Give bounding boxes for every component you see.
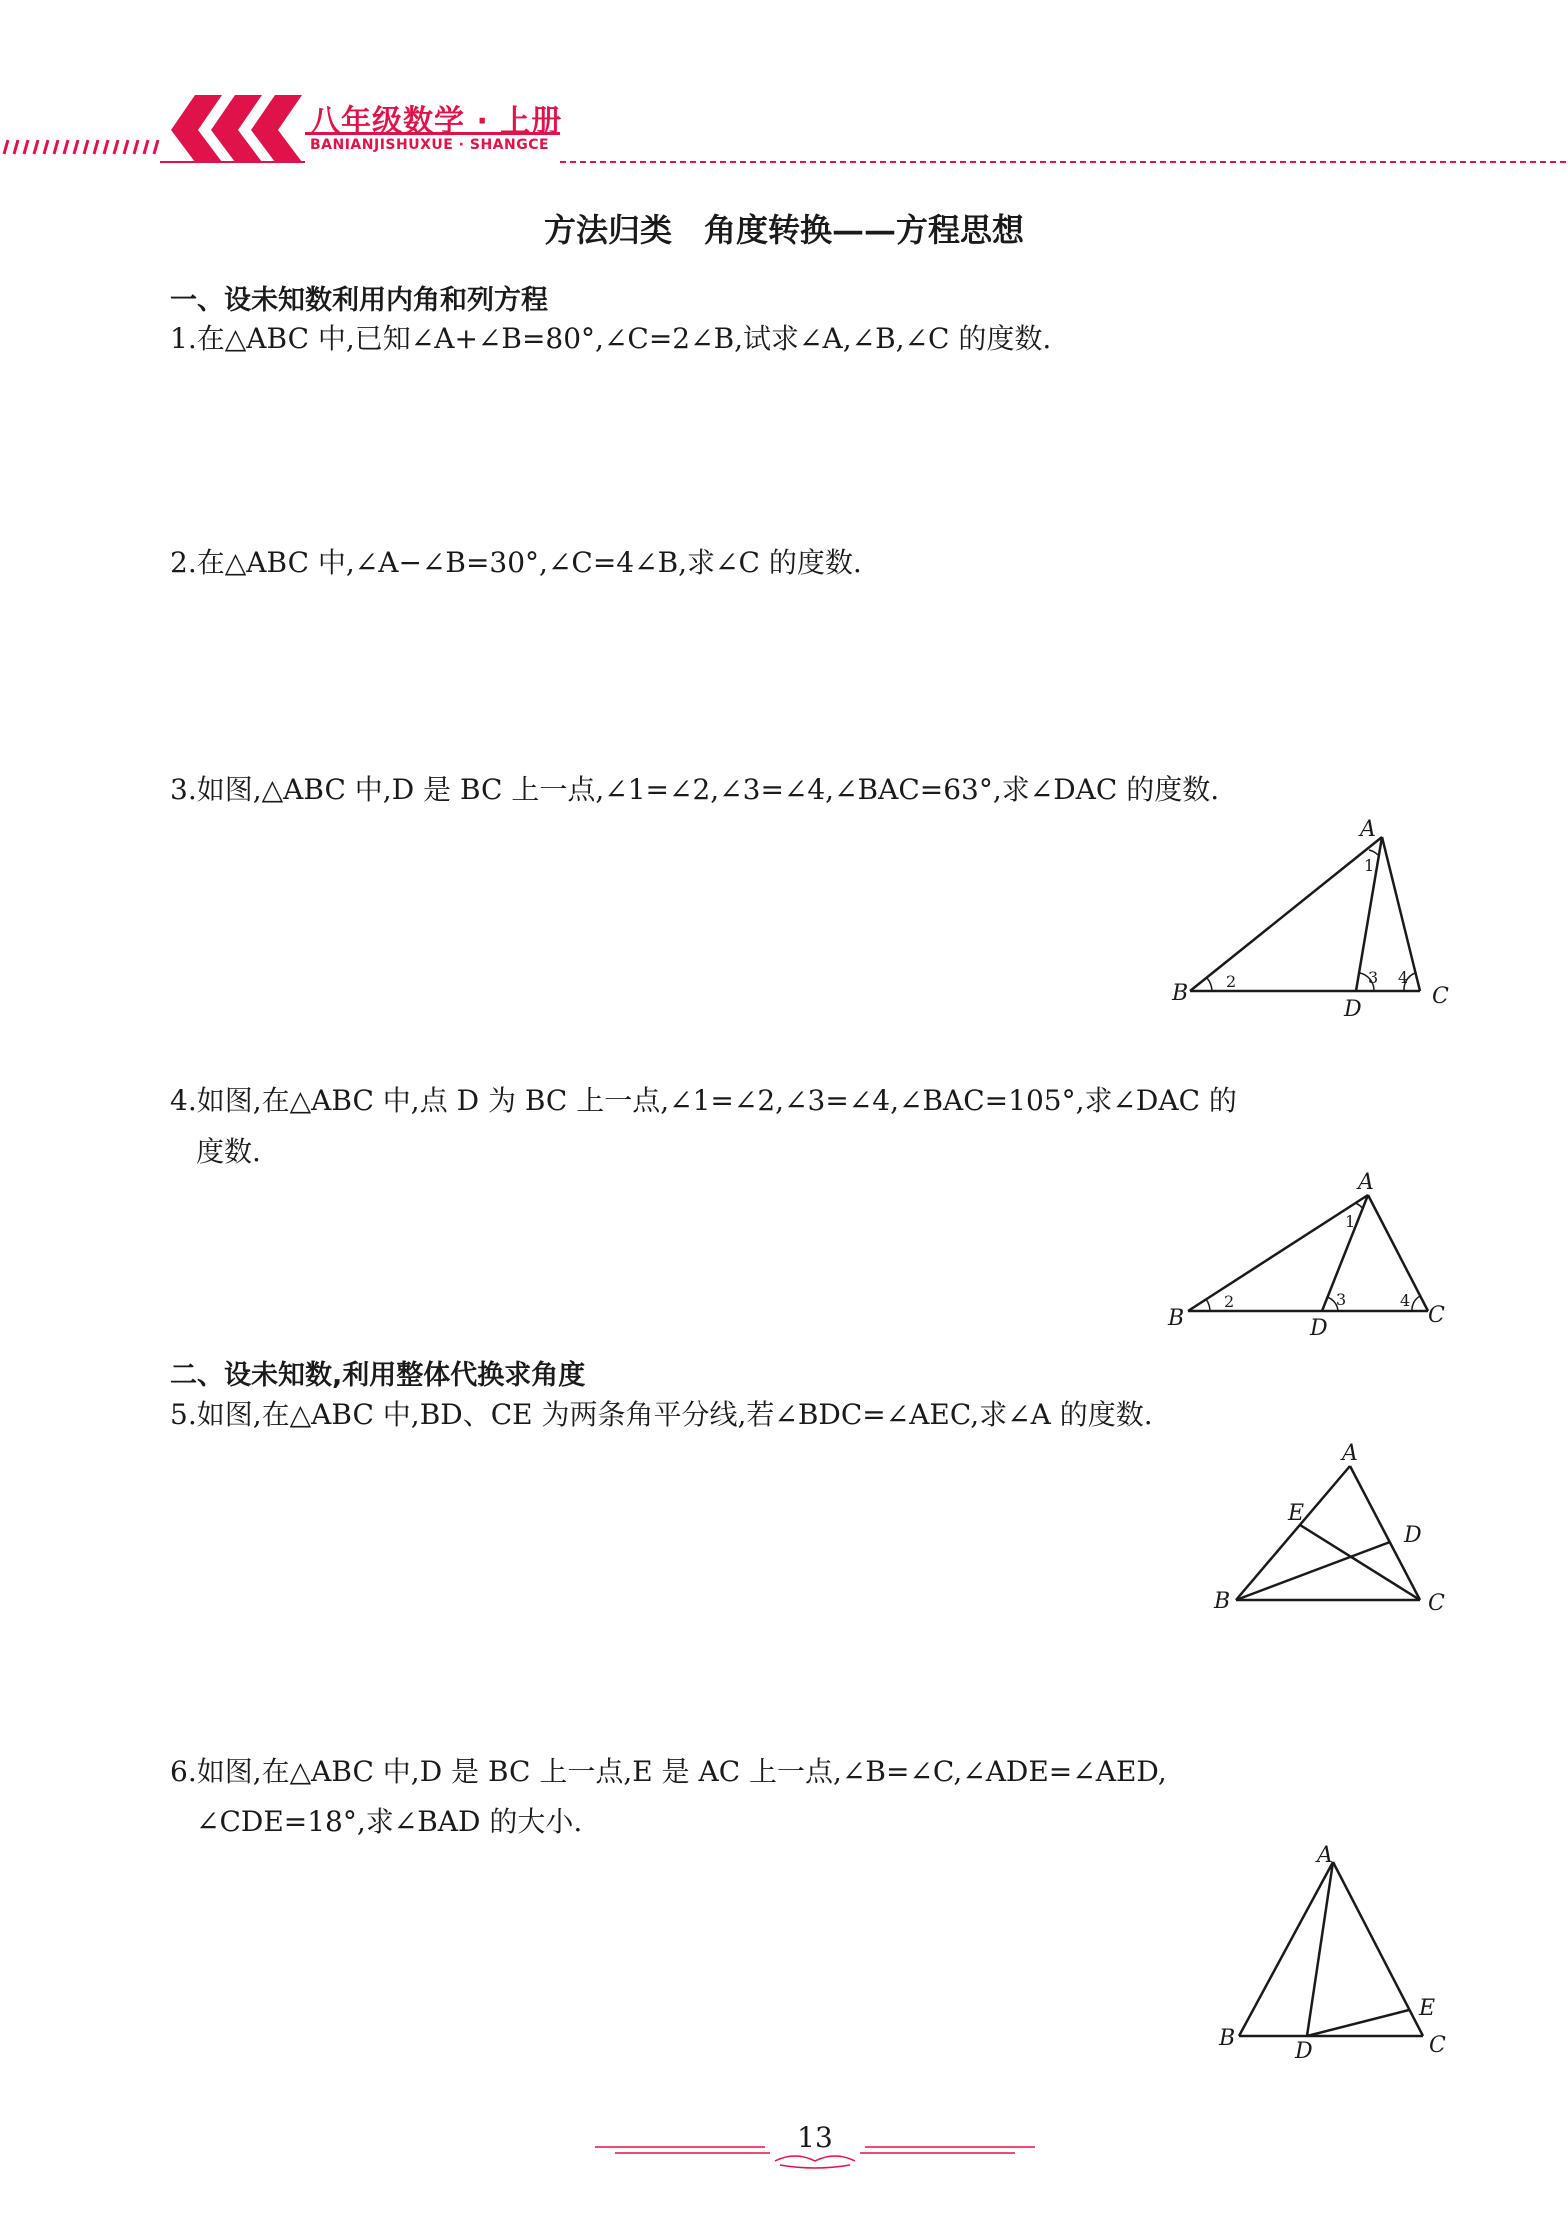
fig4-angle-3: 3 [1336, 1290, 1347, 1309]
page-title: 方法归类 角度转换——方程思想 [543, 211, 1024, 249]
question-1: 1.在△ABC 中,已知∠A+∠B=80°,∠C=2∠B,试求∠A,∠B,∠C 的度数. [170, 322, 1052, 355]
fig3-label-D: D [1344, 997, 1362, 1022]
fig4-label-C: C [1428, 1303, 1445, 1328]
fig5-label-A: A [1342, 1441, 1358, 1466]
fig6-label-D: D [1295, 2039, 1313, 2064]
fig3-angle-1: 1 [1364, 856, 1375, 875]
fig6-label-B: B [1219, 2026, 1236, 2051]
fig4-label-B: B [1168, 1306, 1185, 1331]
section-heading-1: 一、设未知数利用内角和列方程 [170, 285, 548, 316]
section-heading-2: 二、设未知数,利用整体代换求角度 [170, 1360, 586, 1391]
question-4-line-1: 4.如图,在△ABC 中,点 D 为 BC 上一点,∠1=∠2,∠3=∠4,∠BAC=105°,求∠DAC 的 [170, 1084, 1237, 1117]
fig5-label-E: E [1288, 1501, 1305, 1526]
fig3-label-C: C [1432, 984, 1449, 1009]
fig4-label-D: D [1310, 1316, 1328, 1340]
fig4-label-A: A [1358, 1170, 1374, 1195]
fig4-angle-2: 2 [1224, 1292, 1235, 1311]
figure-q6 [1205, 1840, 1465, 2065]
question-3: 3.如图,△ABC 中,D 是 BC 上一点,∠1=∠2,∠3=∠4,∠BAC=63°,求∠DAC 的度数. [170, 773, 1220, 806]
question-6-line-1: 6.如图,在△ABC 中,D 是 BC 上一点,E 是 AC 上一点,∠B=∠C,∠ADE=∠AED, [170, 1755, 1167, 1788]
page-footer [595, 2121, 1035, 2175]
fig5-label-B: B [1214, 1589, 1231, 1614]
page-number: 13 [797, 2121, 833, 2154]
fig5-label-D: D [1404, 1523, 1422, 1548]
fig3-angle-3: 3 [1368, 968, 1379, 987]
figure-q3 [1160, 815, 1460, 1030]
figure-q5 [1200, 1440, 1460, 1625]
fig6-label-A: A [1317, 1843, 1333, 1868]
fig3-label-A: A [1360, 817, 1376, 842]
header-subtitle: BANIANJISHUXUE · SHANGCE [310, 137, 550, 153]
fig3-label-B: B [1172, 981, 1189, 1006]
page-header [0, 90, 1568, 170]
fig4-angle-1: 1 [1345, 1212, 1356, 1231]
fig3-angle-2: 2 [1226, 972, 1237, 991]
header-chevron-logo [0, 90, 1568, 170]
question-2: 2.在△ABC 中,∠A−∠B=30°,∠C=4∠B,求∠C 的度数. [170, 546, 862, 579]
fig3-angle-4: 4 [1398, 968, 1409, 987]
header-title: 八年级数学 · 上册 [310, 104, 563, 139]
fig5-label-C: C [1428, 1591, 1445, 1616]
question-6-line-2: ∠CDE=18°,求∠BAD 的大小. [196, 1805, 583, 1838]
fig4-angle-4: 4 [1400, 1291, 1411, 1310]
question-4-line-2: 度数. [196, 1135, 261, 1168]
figure-q4 [1160, 1165, 1460, 1340]
question-5: 5.如图,在△ABC 中,BD、CE 为两条角平分线,若∠BDC=∠AEC,求∠A 的度数. [170, 1398, 1153, 1431]
fig6-label-E: E [1419, 1996, 1436, 2021]
fig6-label-C: C [1429, 2033, 1446, 2058]
